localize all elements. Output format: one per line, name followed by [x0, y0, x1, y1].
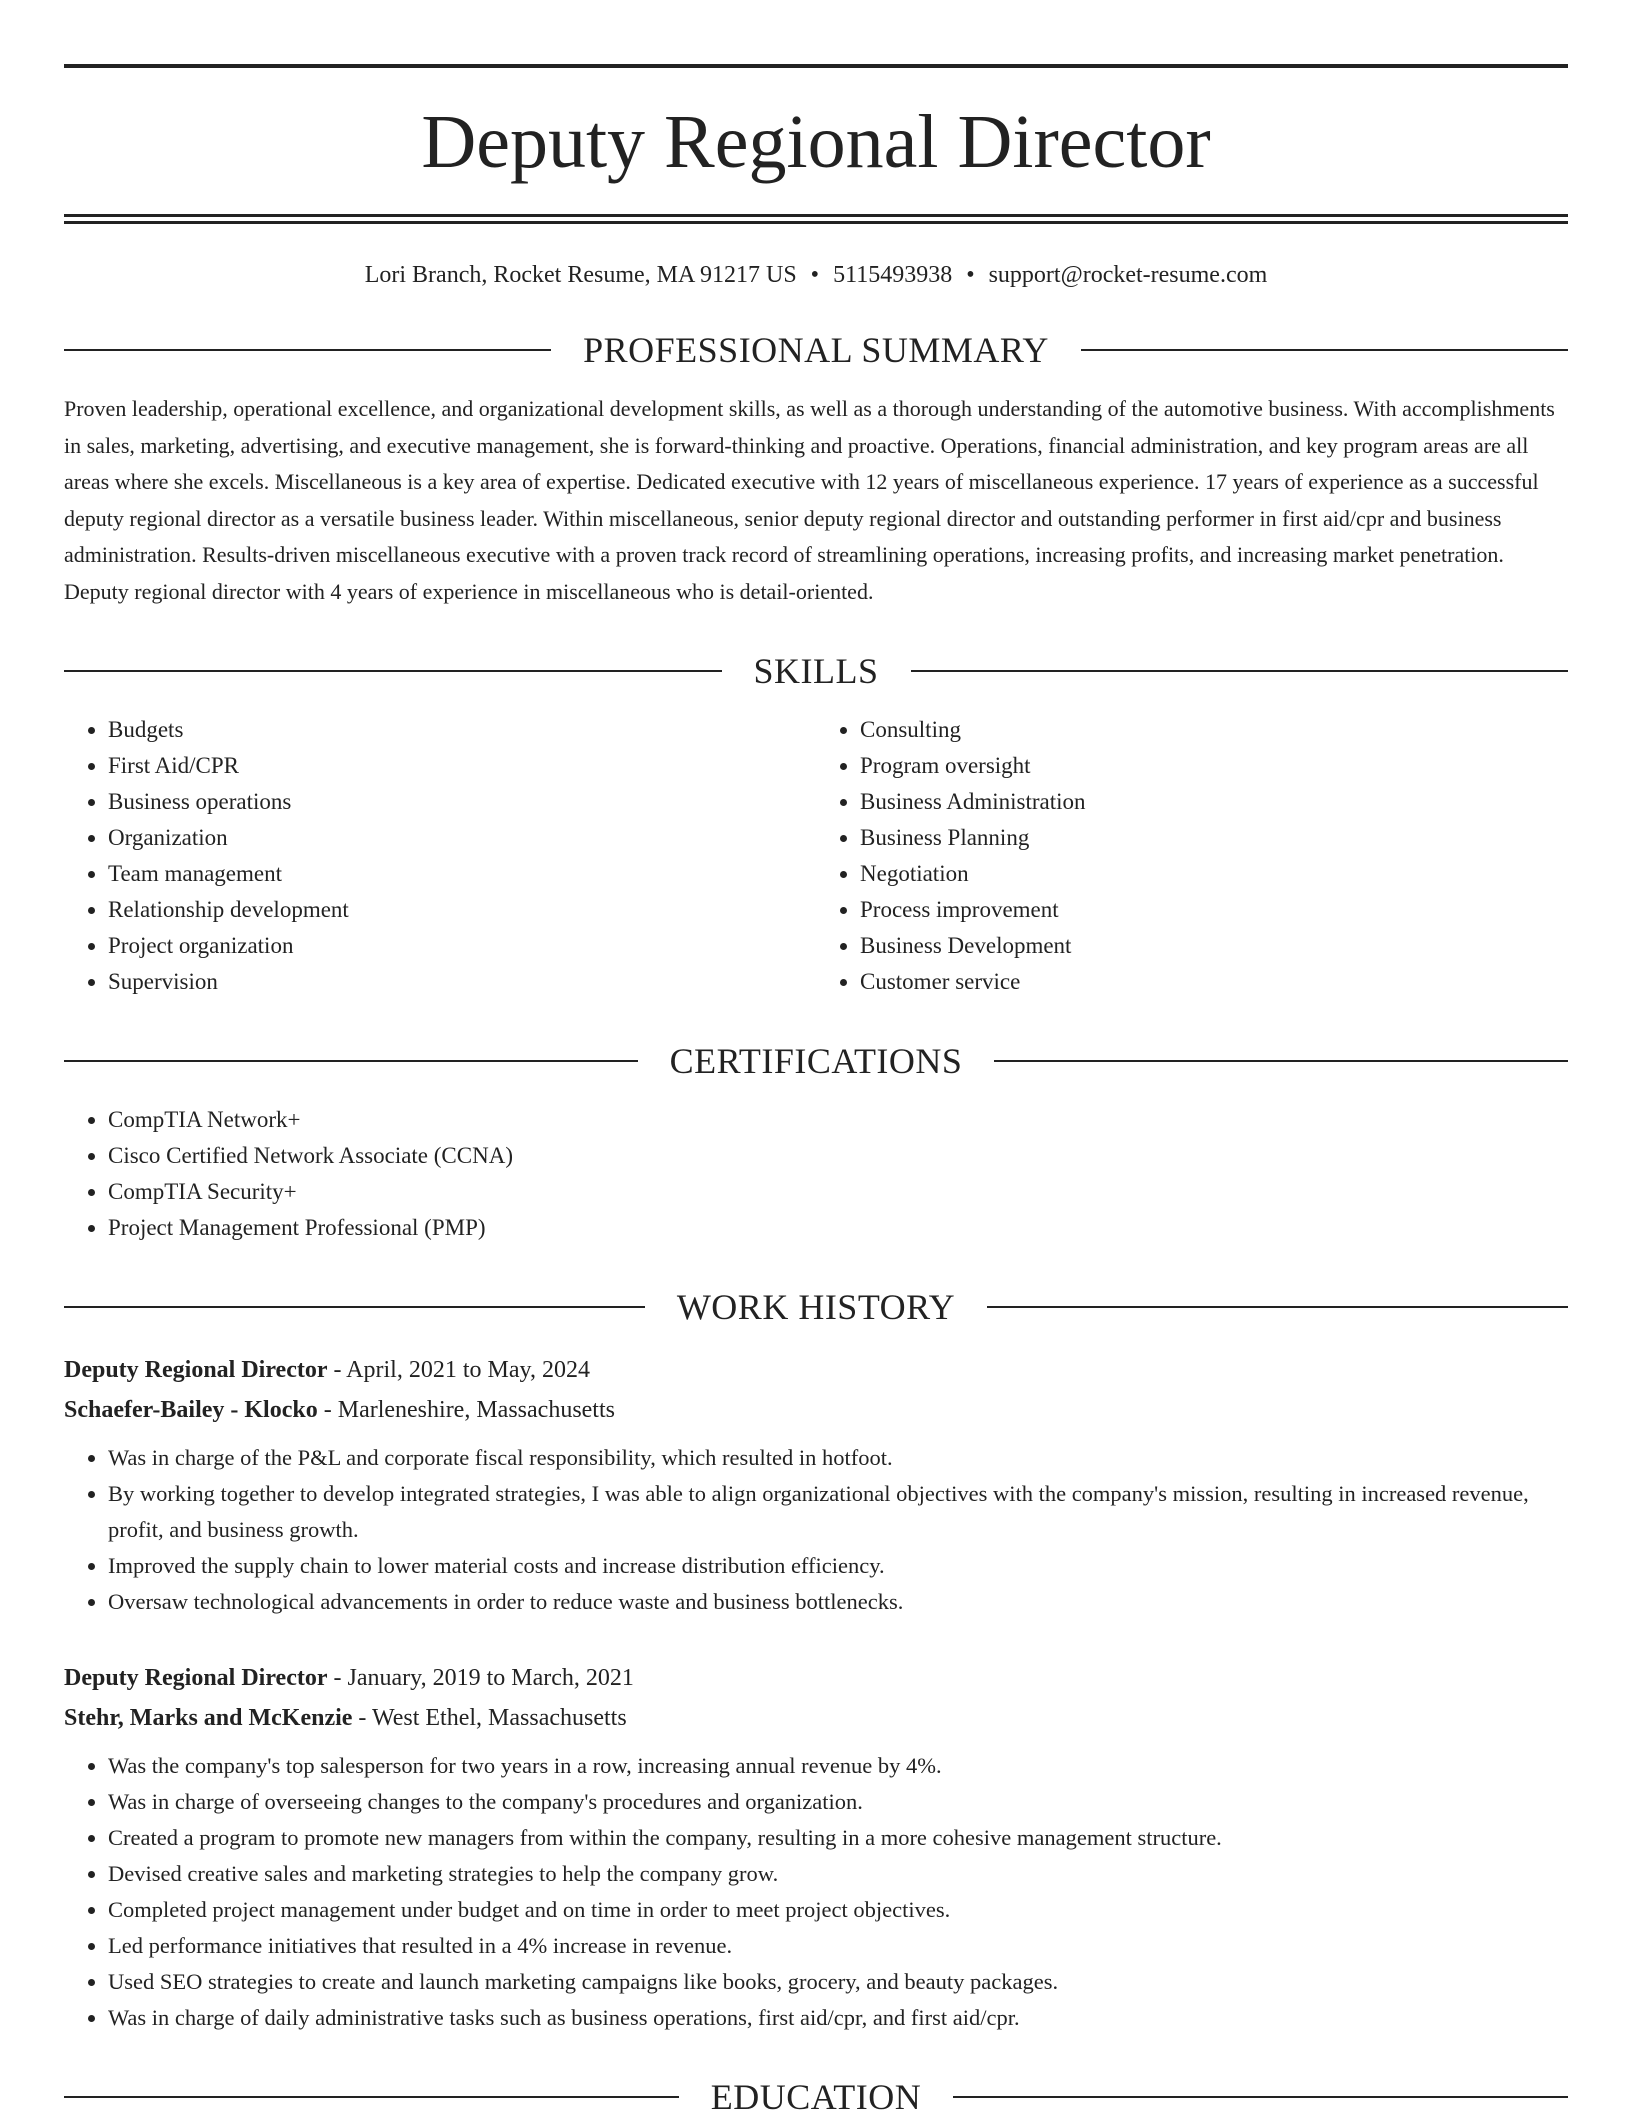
job-bullet: • Improved the supply chain to lower material costs and increase distribution efficiency.	[108, 1548, 1568, 1584]
summary-heading-label: PROFESSIONAL SUMMARY	[583, 330, 1049, 370]
double-rule	[64, 214, 1568, 224]
job-title: Deputy Regional Director	[64, 1665, 328, 1691]
job-company-line	[64, 1698, 1568, 1738]
certifications-heading	[64, 1040, 1568, 1082]
skill-item: • Project organization	[108, 928, 816, 964]
job-company: Schaefer-Bailey - Klocko	[64, 1397, 318, 1423]
job-entry	[64, 1658, 1568, 2036]
contact-email[interactable]: support@rocket-resume.com	[988, 262, 1268, 288]
skill-item: • Business operations	[108, 784, 816, 820]
skill-item: • Business Administration	[860, 784, 1568, 820]
job-bullet: • Led performance initiatives that resulted in a 4% increase in revenue.	[108, 1928, 1568, 1964]
skill-item: • First Aid/CPR	[108, 748, 816, 784]
skill-item: • Business Planning	[860, 820, 1568, 856]
skill-item: • Supervision	[108, 964, 816, 1000]
skills-list	[64, 712, 1568, 1000]
skill-item: • Process improvement	[860, 892, 1568, 928]
skill-item: • Negotiation	[860, 856, 1568, 892]
certification-item: • CompTIA Network+	[108, 1102, 1568, 1138]
job-company-line	[64, 1390, 1568, 1430]
summary-heading	[64, 329, 1568, 371]
certifications-heading-label: CERTIFICATIONS	[669, 1041, 963, 1081]
heading-rule	[911, 670, 1569, 672]
job-bullet: • Used SEO strategies to create and launch marketing campaigns like books, grocery, and beauty packages.	[108, 1964, 1568, 2000]
job-entry	[64, 1350, 1568, 1620]
skills-column-left	[64, 712, 816, 1000]
job-location: - West Ethel, Massachusetts	[352, 1705, 627, 1731]
heading-rule	[64, 1306, 645, 1308]
certifications-list	[64, 1102, 1568, 1246]
skills-heading-label: SKILLS	[753, 651, 879, 691]
job-bullet: • Was in charge of overseeing changes to the company's procedures and organization.	[108, 1784, 1568, 1820]
heading-rule	[994, 1060, 1568, 1062]
skill-item: • Organization	[108, 820, 816, 856]
job-bullet: • Was in charge of daily administrative tasks such as business operations, first aid/cpr, and first aid/cpr.	[108, 2000, 1568, 2036]
contact-phone: 5115493938	[833, 262, 953, 288]
contact-address: Lori Branch, Rocket Resume, MA 91217 US	[364, 262, 797, 288]
skill-item: • Customer service	[860, 964, 1568, 1000]
skill-item: • Relationship development	[108, 892, 816, 928]
heading-rule	[64, 1060, 638, 1062]
skills-heading	[64, 650, 1568, 692]
certification-item: • CompTIA Security+	[108, 1174, 1568, 1210]
contact-separator: •	[810, 262, 820, 288]
certification-item: • Project Management Professional (PMP)	[108, 1210, 1568, 1246]
work-history-heading	[64, 1286, 1568, 1328]
heading-rule	[64, 2096, 679, 2098]
job-bullet: • Was the company's top salesperson for two years in a row, increasing annual revenue by 4%.	[108, 1748, 1568, 1784]
job-bullets	[64, 1748, 1568, 2036]
job-location: - Marleneshire, Massachusetts	[317, 1397, 615, 1423]
job-bullet: • Was in charge of the P&L and corporate fiscal responsibility, which resulted in hotfoot.	[108, 1440, 1568, 1476]
skill-item: • Consulting	[860, 712, 1568, 748]
heading-rule	[987, 1306, 1568, 1308]
heading-rule	[1081, 349, 1568, 351]
heading-rule	[64, 349, 551, 351]
summary-text: Proven leadership, operational excellence, and organizational development skills, as well as a thorough understanding of the automotive business. With accomplishments in sales, marketing, advertising, and executive management, she is forward-thinking and proactive. Operations, financial administration, and key program areas are all areas where she excels. Miscellaneous is a key area of expertise. Dedicated executive with 12 years of miscellaneous experience. 17 years of experience as a successful deputy regional director as a versatile business leader. Within miscellaneous, senior deputy regional director and outstanding performer in first aid/cpr and business administration. Results-driven miscellaneous executive with a proven track record of streamlining operations, increasing profits, and increasing market penetration. Deputy regional director with 4 years of experience in miscellaneous who is detail-oriented.	[64, 396, 1555, 604]
resume-page	[64, 0, 1568, 2118]
education-heading-label: EDUCATION	[710, 2077, 922, 2117]
job-bullets	[64, 1440, 1568, 1620]
job-title-line	[64, 1658, 1568, 1698]
skill-item: • Team management	[108, 856, 816, 892]
skill-item: • Business Development	[860, 928, 1568, 964]
job-title-line	[64, 1350, 1568, 1390]
job-bullet: • By working together to develop integrated strategies, I was able to align organizational objectives with the company's mission, resulting in increased revenue, profit, and business growth.	[108, 1476, 1568, 1548]
job-bullet: • Created a program to promote new managers from within the company, resulting in a more cohesive management structure.	[108, 1820, 1568, 1856]
heading-rule	[64, 670, 722, 672]
job-title: Deputy Regional Director	[64, 1357, 328, 1383]
skills-column-right	[816, 712, 1568, 1000]
skill-item: • Budgets	[108, 712, 816, 748]
job-bullet: • Devised creative sales and marketing strategies to help the company grow.	[108, 1856, 1568, 1892]
contact-separator: •	[966, 262, 975, 288]
heading-rule	[953, 2096, 1568, 2098]
job-dates: - January, 2019 to March, 2021	[327, 1665, 634, 1691]
job-company: Stehr, Marks and McKenzie	[64, 1705, 353, 1731]
work-history-heading-label: WORK HISTORY	[676, 1287, 956, 1327]
contact-line	[64, 262, 1568, 289]
job-bullet: • Completed project management under budget and on time in order to meet project objectives.	[108, 1892, 1568, 1928]
resume-title: Deputy Regional Director	[421, 100, 1211, 184]
job-dates: - April, 2021 to May, 2024	[327, 1357, 590, 1383]
skill-item: • Program oversight	[860, 748, 1568, 784]
job-bullet: • Oversaw technological advancements in order to reduce waste and business bottlenecks.	[108, 1584, 1568, 1620]
certification-item: • Cisco Certified Network Associate (CCNA)	[108, 1138, 1568, 1174]
